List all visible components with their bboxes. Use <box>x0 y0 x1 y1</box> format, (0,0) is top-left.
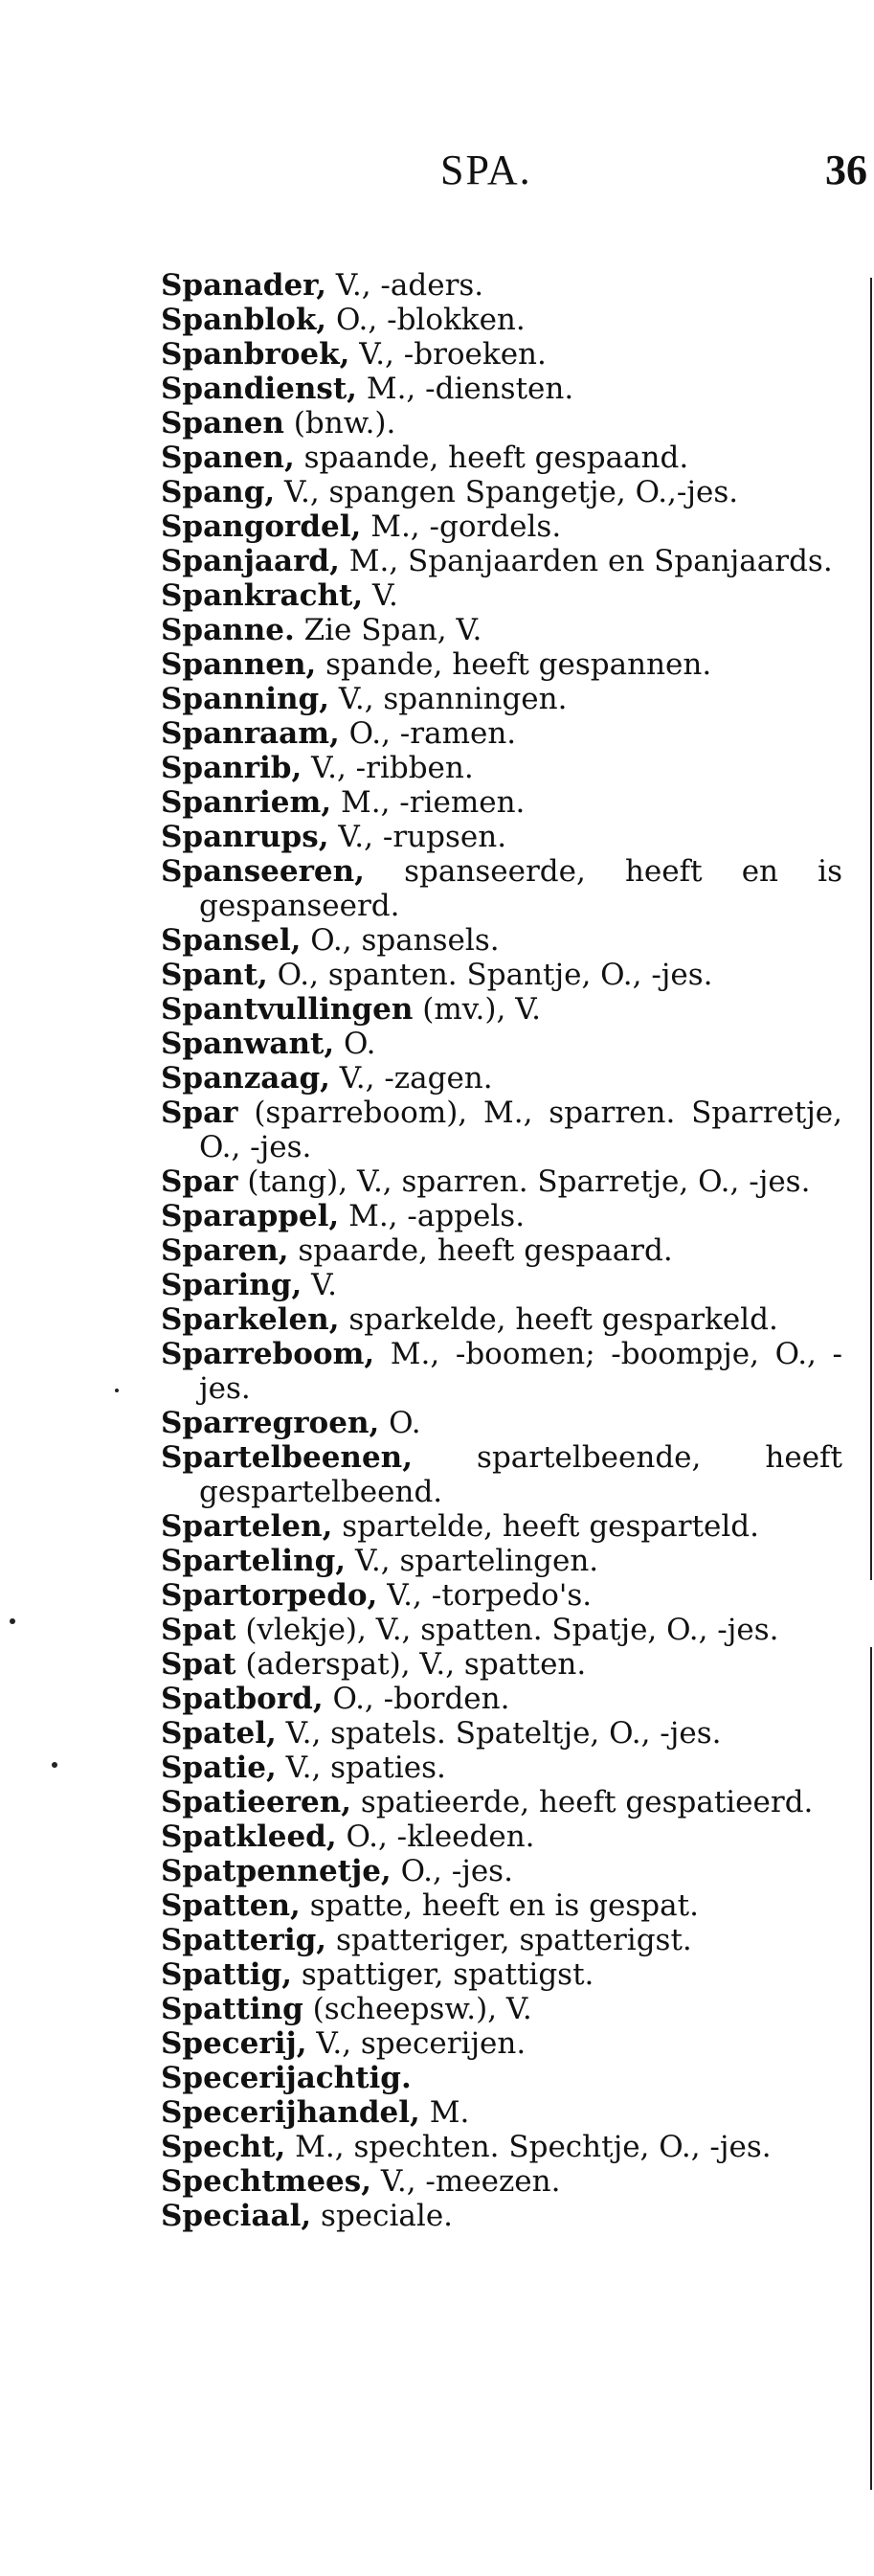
dictionary-entry <box>161 751 842 785</box>
dictionary-entry <box>161 1268 842 1302</box>
entry-definition: M., Spanjaarden en Spanjaards. <box>339 544 833 578</box>
dictionary-entry <box>161 406 842 441</box>
dictionary-entry <box>161 1682 842 1716</box>
entry-definition: O., spansels. <box>301 923 500 958</box>
dictionary-entry <box>161 1061 842 1096</box>
entry-headword: Spangordel, <box>161 509 362 544</box>
entry-headword: Spanjaard, <box>161 544 340 578</box>
entry-definition: V., spaties. <box>276 1751 446 1785</box>
entry-definition: O., -ramen. <box>339 716 517 751</box>
entry-definition: spatieerde, heeft gespatieerd. <box>351 1785 814 1819</box>
dictionary-entry <box>161 268 842 303</box>
dictionary-entry <box>161 1509 842 1544</box>
dictionary-entry <box>161 475 842 509</box>
entry-headword: Spartorpedo, <box>161 1578 378 1613</box>
dictionary-entry <box>161 716 842 751</box>
entry-definition: (tang), V., sparren. Sparretje, O., -jes. <box>237 1164 811 1199</box>
entry-definition: (bnw.). <box>283 406 396 441</box>
entry-headword: Spanning, <box>161 682 330 716</box>
entry-definition: O. <box>334 1027 376 1061</box>
entry-headword: Spatpennetje, <box>161 1854 392 1888</box>
entry-definition: V., -torpedo's. <box>377 1578 593 1613</box>
dictionary-entry <box>161 2164 842 2199</box>
entry-definition: V. <box>363 578 398 613</box>
dictionary-entry <box>161 1647 842 1682</box>
entry-definition: O., -jes. <box>391 1854 513 1888</box>
dictionary-entry <box>161 1440 842 1509</box>
entry-headword: Spanraam, <box>161 716 340 751</box>
column-rule-lower <box>870 1647 872 2490</box>
entry-headword: Spant, <box>161 958 268 992</box>
dictionary-entry <box>161 1751 842 1785</box>
dictionary-entry <box>161 1716 842 1751</box>
entry-definition: (vlekje), V., spatten. Spatje, O., -jes. <box>235 1613 779 1647</box>
entry-definition: spatteriger, spatterigst. <box>326 1923 692 1957</box>
dictionary-entry <box>161 2199 842 2233</box>
entry-definition: V., -meezen. <box>371 2164 561 2199</box>
entry-headword: Spang, <box>161 475 276 509</box>
entry-headword: Spartelbeenen, <box>161 1440 414 1475</box>
dictionary-entry <box>161 1199 842 1233</box>
print-speck <box>52 1762 57 1768</box>
entry-definition: V. <box>302 1268 337 1302</box>
dictionary-entry <box>161 2061 842 2095</box>
entry-definition: V., -rupsen. <box>328 820 507 854</box>
entry-definition: M. <box>419 2095 470 2130</box>
print-speck <box>10 1618 15 1624</box>
dictionary-entry <box>161 1854 842 1888</box>
entry-headword: Sparen, <box>161 1233 289 1268</box>
dictionary-entry <box>161 1302 842 1337</box>
entry-definition: V., -zagen. <box>329 1061 493 1096</box>
entry-definition: V., -aders. <box>326 268 484 303</box>
dictionary-entry <box>161 923 842 958</box>
entry-definition: spanseerde, heeft en is gespanseerd. <box>199 854 842 923</box>
dictionary-entry <box>161 1406 842 1440</box>
entry-headword: Sparregroen, <box>161 1406 380 1440</box>
entry-headword: Spannen, <box>161 647 317 682</box>
entry-headword: Spanen <box>161 406 284 441</box>
dictionary-entry <box>161 1785 842 1819</box>
entry-headword: Spanen, <box>161 441 295 475</box>
dictionary-entry <box>161 509 842 544</box>
dictionary-entry <box>161 647 842 682</box>
dictionary-entry <box>161 1957 842 1992</box>
entry-headword: Speciaal, <box>161 2199 312 2233</box>
entry-headword: Spat <box>161 1613 236 1647</box>
dictionary-entry-list <box>161 268 842 2233</box>
dictionary-entry <box>161 337 842 372</box>
entry-definition: O., -blokken. <box>326 303 526 337</box>
dictionary-entry <box>161 613 842 647</box>
entry-definition: V., -ribben. <box>302 751 474 785</box>
column-rule-upper <box>870 278 872 1580</box>
dictionary-entry <box>161 785 842 820</box>
dictionary-entry <box>161 1613 842 1647</box>
entry-headword: Spanriem, <box>161 785 332 820</box>
entry-headword: Spanblok, <box>161 303 327 337</box>
entry-definition: V., -broeken. <box>349 337 547 372</box>
entry-headword: Spatieeren, <box>161 1785 352 1819</box>
dictionary-entry <box>161 1544 842 1578</box>
entry-headword: Spatbord, <box>161 1682 324 1716</box>
entry-definition: spartelbeende, heeft gespartelbeend. <box>199 1440 842 1509</box>
entry-definition: sparkelde, heeft gesparkeld. <box>339 1302 778 1337</box>
entry-headword: Sparappel, <box>161 1199 340 1233</box>
dictionary-entry <box>161 578 842 613</box>
entry-headword: Spanrib, <box>161 751 303 785</box>
entry-definition: speciale. <box>311 2199 454 2233</box>
page-section-header: SPA. <box>440 147 532 193</box>
entry-headword: Spar <box>161 1164 238 1199</box>
entry-definition: (scheepsw.), V. <box>303 1992 532 2026</box>
dictionary-entry <box>161 372 842 406</box>
dictionary-entry <box>161 854 842 923</box>
entry-headword: Sparreboom, <box>161 1337 375 1371</box>
entry-headword: Spatie, <box>161 1751 277 1785</box>
entry-headword: Spartelen, <box>161 1509 333 1544</box>
entry-headword: Spechtmees, <box>161 2164 372 2199</box>
entry-definition: M., -gordels. <box>361 509 562 544</box>
entry-headword: Specht, <box>161 2130 286 2164</box>
entry-definition: O., -borden. <box>323 1682 510 1716</box>
entry-definition: M., -diensten. <box>356 372 574 406</box>
entry-headword: Spar <box>161 1096 238 1130</box>
entry-headword: Sparing, <box>161 1268 303 1302</box>
entry-definition: V., spartelingen. <box>346 1544 599 1578</box>
entry-headword: Spanader, <box>161 268 327 303</box>
entry-headword: Spatterig, <box>161 1923 327 1957</box>
dictionary-entry <box>161 820 842 854</box>
entry-headword: Specerij, <box>161 2026 307 2061</box>
dictionary-entry <box>161 1992 842 2026</box>
entry-definition: (aderspat), V., spatten. <box>235 1647 587 1682</box>
entry-definition: M., -boomen; -boompje, O., -jes. <box>199 1337 842 1406</box>
entry-definition: spatte, heeft en is gespat. <box>300 1888 699 1923</box>
entry-definition: O., spanten. Spantje, O., -jes. <box>267 958 713 992</box>
entry-headword: Spanbroek, <box>161 337 350 372</box>
dictionary-entry <box>161 1888 842 1923</box>
entry-headword: Spatten, <box>161 1888 301 1923</box>
dictionary-entry <box>161 958 842 992</box>
entry-definition: V., spanningen. <box>329 682 568 716</box>
entry-headword: Spatkleed, <box>161 1819 337 1854</box>
entry-headword: Spattig, <box>161 1957 293 1992</box>
entry-headword: Specerijhandel, <box>161 2095 420 2130</box>
dictionary-entry <box>161 544 842 578</box>
entry-definition: spattiger, spattigst. <box>292 1957 594 1992</box>
dictionary-entry <box>161 441 842 475</box>
entry-headword: Sparteling, <box>161 1544 347 1578</box>
dictionary-entry <box>161 1578 842 1613</box>
dictionary-entry <box>161 1096 842 1164</box>
entry-headword: Spanne. <box>161 613 295 647</box>
entry-headword: Spanwant, <box>161 1027 335 1061</box>
dictionary-entry <box>161 1819 842 1854</box>
dictionary-entry <box>161 682 842 716</box>
entry-definition: (sparreboom), M., sparren. Sparretje, O., -jes. <box>199 1096 842 1164</box>
dictionary-entry <box>161 303 842 337</box>
dictionary-entry <box>161 2095 842 2130</box>
entry-definition: Zie Span, V. <box>294 613 482 647</box>
entry-definition: O. <box>379 1406 421 1440</box>
entry-definition: M., spechten. Spechtje, O., -jes. <box>285 2130 772 2164</box>
entry-headword: Spantvullingen <box>161 992 414 1027</box>
entry-headword: Spansel, <box>161 923 302 958</box>
page-number: 36 <box>825 147 867 193</box>
entry-definition: spartelde, heeft gesparteld. <box>332 1509 759 1544</box>
entry-definition: V., spangen Spangetje, O.,-jes. <box>275 475 739 509</box>
entry-definition: spaarde, heeft gespaard. <box>288 1233 673 1268</box>
dictionary-entry <box>161 2130 842 2164</box>
entry-headword: Spatel, <box>161 1716 277 1751</box>
entry-definition: O., -kleeden. <box>336 1819 535 1854</box>
entry-headword: Spanrups, <box>161 820 329 854</box>
dictionary-entry <box>161 1337 842 1406</box>
entry-definition: V., spatels. Spateltje, O., -jes. <box>276 1716 722 1751</box>
entry-definition: M., -appels. <box>339 1199 526 1233</box>
dictionary-entry <box>161 2026 842 2061</box>
entry-headword: Specerijachtig. <box>161 2061 412 2095</box>
entry-definition: M., -riemen. <box>331 785 526 820</box>
entry-headword: Spatting <box>161 1992 303 2026</box>
entry-headword: Spat <box>161 1647 236 1682</box>
entry-headword: Sparkelen, <box>161 1302 340 1337</box>
dictionary-entry <box>161 992 842 1027</box>
entry-headword: Spankracht, <box>161 578 364 613</box>
entry-definition: (mv.), V. <box>413 992 542 1027</box>
dictionary-entry <box>161 1164 842 1199</box>
dictionary-entry <box>161 1027 842 1061</box>
entry-definition: V., specerijen. <box>306 2026 527 2061</box>
entry-headword: Spanseeren, <box>161 854 365 889</box>
dictionary-entry <box>161 1923 842 1957</box>
entry-definition: spaande, heeft gespaand. <box>294 441 689 475</box>
dictionary-entry <box>161 1233 842 1268</box>
entry-headword: Spanzaag, <box>161 1061 330 1096</box>
print-speck <box>115 1389 119 1392</box>
entry-definition: spande, heeft gespannen. <box>316 647 712 682</box>
entry-headword: Spandienst, <box>161 372 357 406</box>
